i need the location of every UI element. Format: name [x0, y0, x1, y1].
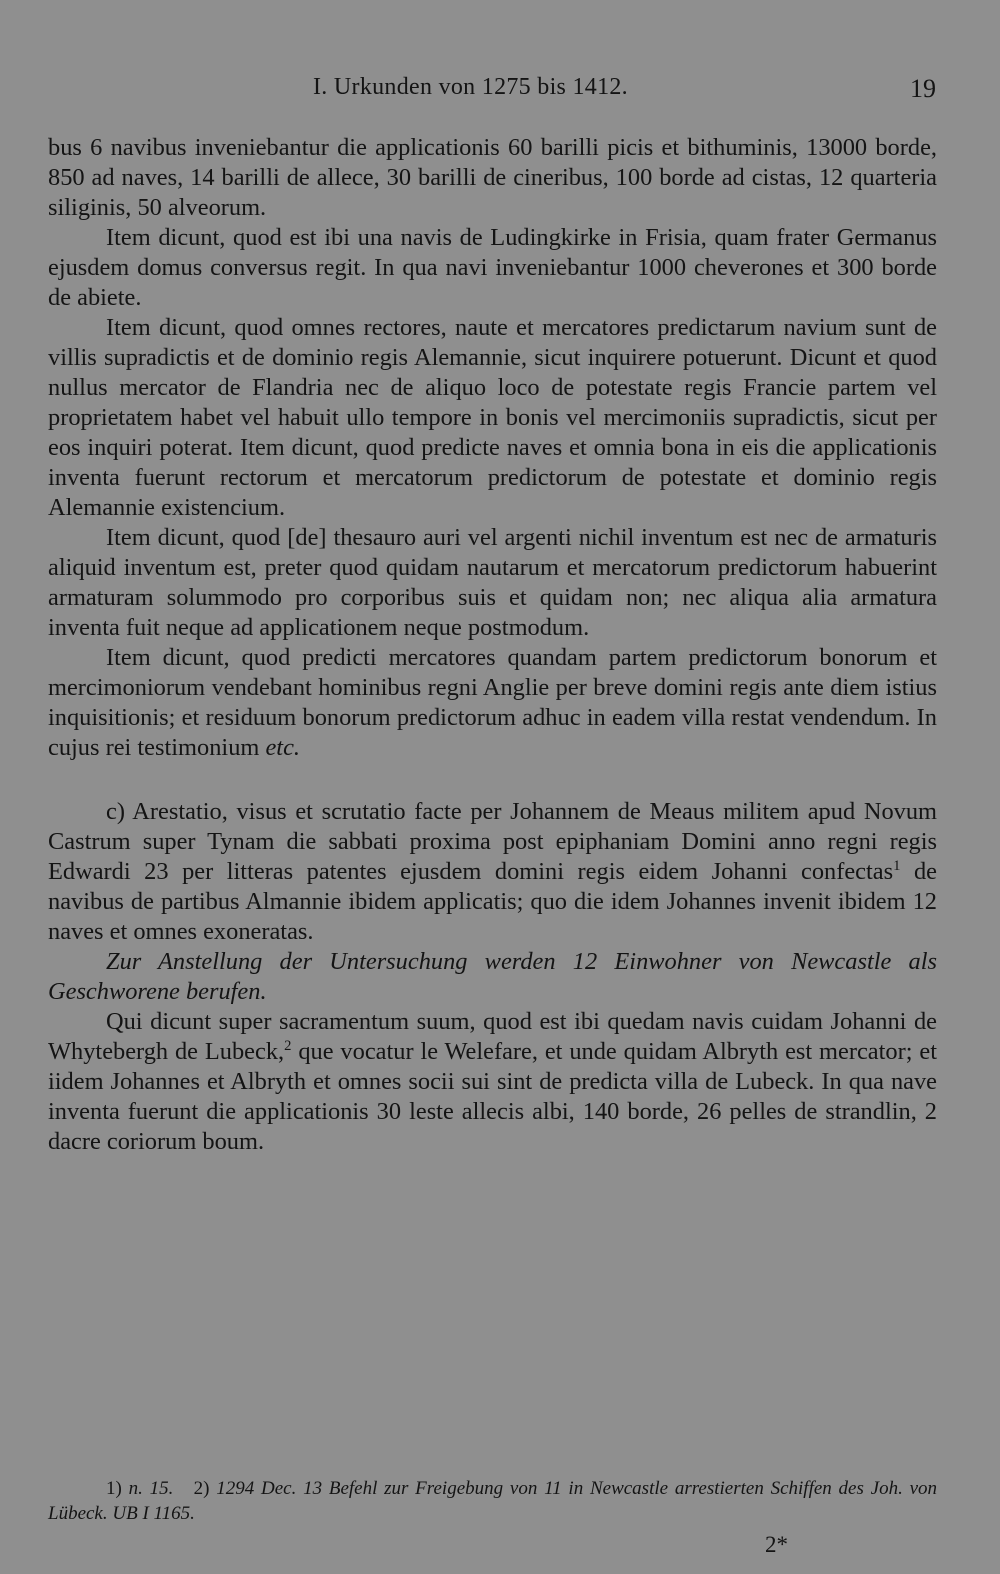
footnotes	[48, 1476, 937, 1526]
paragraph-continuation: bus 6 navibus inveniebantur die applicationis 60 barilli picis et bithuminis, 13000 borde, 850 ad naves, 14 barilli de allece, 30 barilli de cineribus, 100 borde ad cistas, 12 quarteria siliginis, 50 alveorum.	[48, 134, 937, 221]
paragraph-sacramentum-text-2: que vocatur le Welefare, et unde quidam Albryth est mercator; et iidem Johannes et Albryth et omnes socii sui sint de predicta villa de Lubeck. In qua nave inventa fuerunt die applicationis 30 leste allecis albi, 140 borde, 26 pelles de strandlin, 2 dacre coriorum boum.	[48, 1038, 937, 1155]
paragraph-sacramentum-text: Qui dicunt super sacramentum suum, quod est ibi quedam navis cuidam Johanni de Whytebergh de Lubeck,	[48, 1008, 937, 1065]
section-gap	[48, 763, 937, 797]
footnote-1-marker: 1)	[106, 1478, 122, 1499]
editorial-note: Zur Anstellung der Untersuchung werden 12 Einwohner von Newcastle als Geschworene berufen.	[48, 948, 937, 1005]
footnote-1-text: n. 15.	[128, 1478, 174, 1499]
main-text	[48, 133, 937, 1157]
paragraph-mercatores-text: Item dicunt, quod predicti mercatores quandam partem predictorum bonorum et mercimoniorum vendebant hominibus regni Anglie per breve domini regis ante diem istius inquisitionis; et residuum bonorum predictorum adhuc in eadem villa restat vendendum. In cujus rei testimonium	[48, 644, 937, 761]
signature-mark: 2*	[765, 1532, 788, 1557]
etc-abbreviation: etc.	[265, 734, 300, 761]
paragraph-arestatio-text: c) Arestatio, visus et scrutatio facte per Johannem de Meaus militem apud Novum Castrum super Tynam die sabbati proxima post epiphaniam Domini anno regni regis Edwardi 23 per litteras patentes ejusdem domini regis eidem Johanni confectas	[48, 798, 937, 885]
paragraph-ludingkirke: Item dicunt, quod est ibi una navis de Ludingkirke in Frisia, quam frater Germanus ejusdem domus conversus regit. In qua navi inveniebantur 1000 cheverones et 300 borde de abiete.	[48, 224, 937, 311]
paragraph-mercatores	[48, 643, 937, 763]
paragraph-sacramentum	[48, 1007, 937, 1157]
paragraph-arestatio	[48, 797, 937, 947]
footnote-2-text: 1294 Dec. 13 Befehl zur Freigebung von 11 in Newcastle arrestierten Schiffen des Joh. von Lübeck. UB I 1165.	[48, 1478, 938, 1524]
footnote-2-marker: 2)	[193, 1478, 210, 1499]
running-title: I. Urkunden von 1275 bis 1412.	[313, 74, 628, 100]
paragraph-arestatio-text-2: de navibus de partibus Almannie ibidem applicatis; quo die idem Johannes invenit ibidem 12 naves et omnes exoneratas.	[48, 858, 937, 945]
running-header	[48, 74, 936, 104]
paragraph-rectores: Item dicunt, quod omnes rectores, naute et mercatores predictarum navium sunt de villis supradictis et de dominio regis Alemannie, sicut inquirere potuerunt. Dicunt et quod nullus mercator de Flandria nec de aliquo loco de potestate regis Francie partem vel proprietatem habet vel habuit ullo tempore in bonis vel mercimoniis supradictis, sicut per eos inquiri poterat. Item dicunt, quod predicte naves et omnia bona in eis die applicationis inventa fuerunt rectorum et mercatorum predictorum de potestate et dominio regis Alemannie existencium.	[48, 314, 937, 521]
paragraph-thesauro: Item dicunt, quod [de] thesauro auri vel argenti nichil inventum est nec de armaturis aliquid inventum est, preter quod quidam nautarum et mercatorum predictorum habuerint armaturam solummodo pro corporibus suis et quidam non; nec aliqua alia armatura inventa fuit neque ad applicationem neque postmodum.	[48, 524, 937, 641]
page-number: 19	[910, 74, 936, 103]
footnote-ref-2: 2	[284, 1037, 292, 1054]
footnote-ref-1: 1	[893, 857, 901, 874]
footnote-line	[48, 1476, 937, 1526]
